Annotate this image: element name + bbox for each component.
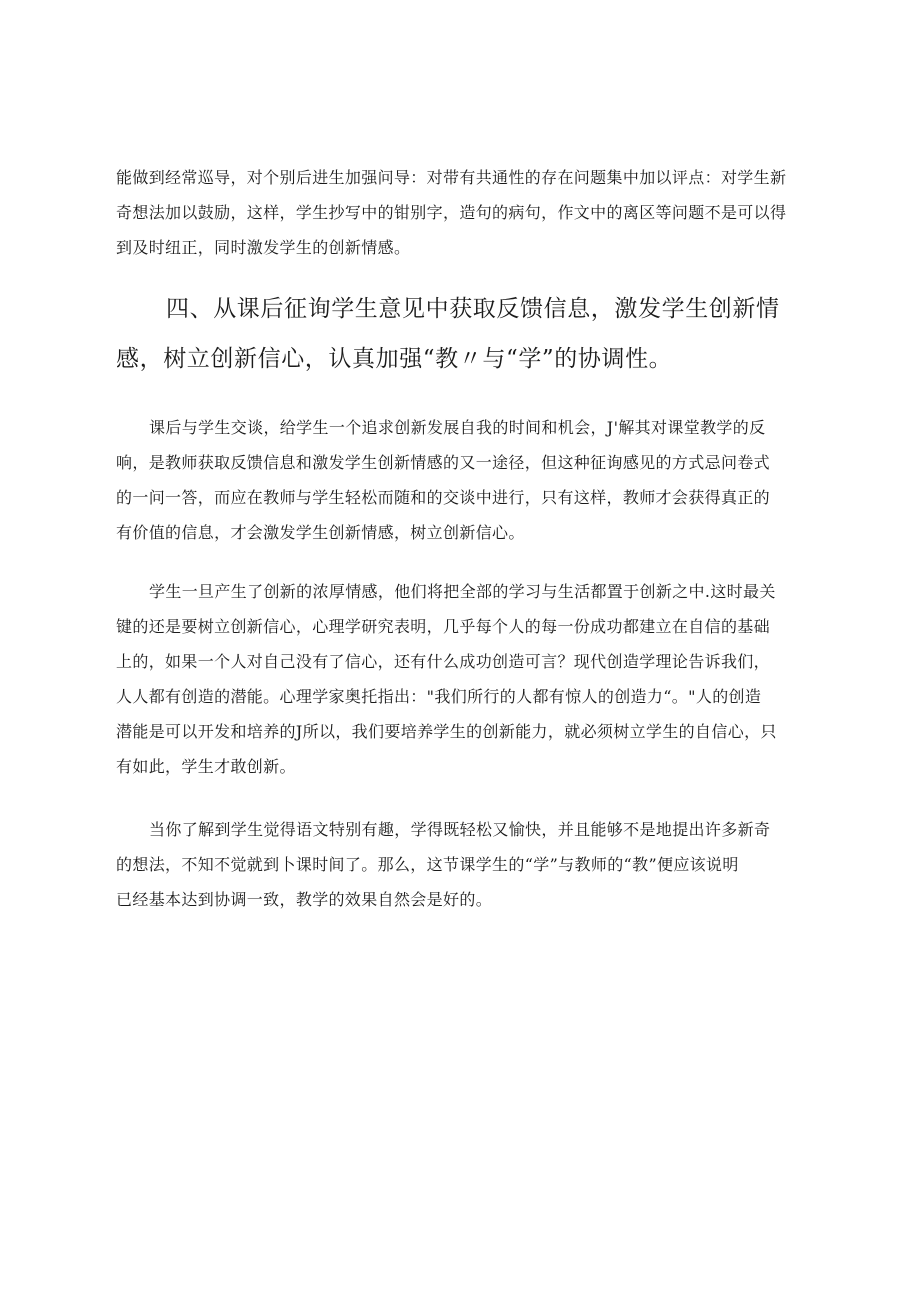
- text-line: 到及时纽正，同时激发学生的创新情感。: [116, 238, 411, 257]
- heading-line: 四、从课后征询学生意见中获取反馈信息，激发学生创新情: [166, 296, 780, 322]
- text-line: 有如此，学生才敢创新。: [116, 757, 296, 776]
- text-line: 有价值的信息，才会激发学生创新情感，树立创新信心。: [116, 523, 525, 542]
- section-heading: [116, 284, 816, 384]
- paragraph-conclusion: [116, 812, 811, 917]
- text-line: 的一问一答，而应在教师与学生轻松而随和的交谈中进行，只有这样，教师才会获得真正的: [116, 488, 771, 507]
- text-line: 学生一旦产生了创新的浓厚情感，他们将把全部的学习与生活都置于创新之中.这时最关: [149, 582, 776, 601]
- paragraph-continued: [116, 160, 811, 265]
- text-line: 潜能是可以开发和培养的J所以，我们要培养学生的创新能力，就必须树立学生的自信心，只: [116, 722, 777, 741]
- text-line: 的想法，不知不觉就到卜课时间了。那么，这节课学生的“学”与教师的“教”便应该说明: [116, 855, 739, 874]
- text-line: 能做到经常巡导，对个别后进生加强问导：对带有共通性的存在问题集中加以评点：对学生新: [116, 168, 787, 187]
- text-line: 人人都有创造的潜能。心理学家奥托指出："我们所行的人都有惊人的创造力“。"人的创造: [116, 687, 762, 706]
- text-line: 当你了解到学生觉得语文特别有趣，学得既轻松又愉快，并且能够不是地提出许多新奇: [149, 820, 771, 839]
- text-line: 已经基本达到协调一致，教学的效果自然会是好的。: [116, 890, 493, 909]
- text-line: 奇想法加以鼓励，这样，学生抄写中的钳别字，造句的病句，作文中的离区等问题不是可以得: [116, 203, 787, 222]
- paragraph-confidence: [116, 574, 811, 784]
- text-line: 响，是教师获取反馈信息和激发学生创新情感的又一途径，但这种征询感见的方式忌问卷式: [116, 453, 771, 472]
- text-line: 课后与学生交谈，给学生一个追求创新发展自我的时间和机会，J'解其对课堂教学的反: [149, 418, 766, 437]
- paragraph-feedback: [116, 410, 811, 550]
- heading-line: 感，树立创新信心，认真加强“教〃与“学”的协调性。: [116, 346, 673, 372]
- text-line: 键的还是要树立创新信心，心理学研究表明，几乎每个人的每一份成功都建立在自信的基础: [116, 617, 771, 636]
- text-line: 上的，如果一个人对自己没有了信心，还有什么成功创造可言？现代创造学理论告诉我们，: [116, 652, 771, 671]
